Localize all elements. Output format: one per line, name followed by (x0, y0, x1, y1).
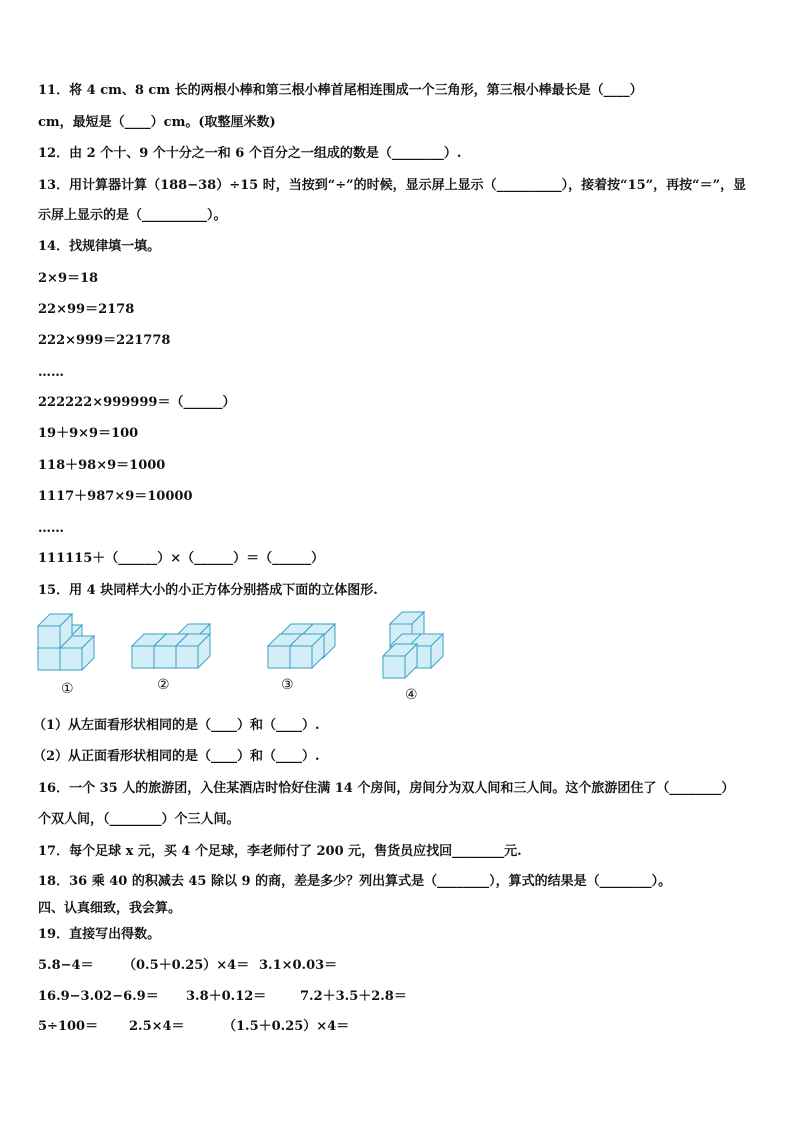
pattern-row-10: 111115＋（______）×（______）＝（______） (38, 551, 325, 566)
figure-label-3: ③ (281, 677, 294, 693)
figure-label-4: ④ (405, 687, 418, 703)
calc-1-1: 5.8−4＝ (38, 958, 94, 973)
pattern-row-1: 2×9＝18 (38, 271, 99, 286)
calc-3-2: 2.5×4＝ (129, 1019, 185, 1034)
question-19: 19．直接写出得数。 (38, 927, 161, 942)
question-12: 12．由 2 个十、9 个十分之一和 6 个百分之一组成的数是（________）. (38, 146, 462, 161)
calc-3-1: 5÷100＝ (38, 1019, 99, 1034)
question-16-line-1: 16．一个 35 人的旅游团，入住某酒店时恰好住满 14 个房间，房间分为双人间和三人间。这个旅游团住了（________） (38, 781, 735, 796)
figure2-cube-2-front (154, 646, 176, 668)
pattern-row-3: 222×999＝221778 (38, 333, 171, 348)
calc-1-2: （0.5＋0.25）×4＝ (123, 958, 250, 973)
question-17: 17．每个足球 x 元，买 4 个足球，李老师付了 200 元，售货员应找回________元. (38, 844, 522, 859)
question-11-line-2: cm，最短是（____）cm。(取整厘米数) (38, 115, 276, 130)
pattern-row-7: 118＋98×9＝1000 (38, 458, 166, 473)
figure4-cube-front-front (383, 656, 405, 678)
figure1-cube-1-front (38, 648, 60, 670)
calc-2-2: 3.8＋0.12＝ (186, 989, 267, 1004)
figure2-cube-3-front (176, 646, 198, 668)
pattern-row-2: 22×99＝2178 (38, 302, 135, 317)
figure-label-1: ① (61, 681, 74, 697)
figure2-cube-1-front (132, 646, 154, 668)
figure-label-2: ② (157, 677, 170, 693)
figure1-cube-3-front (38, 626, 60, 648)
question-15-part-2: （2）从正面看形状相同的是（____）和（____）. (33, 749, 320, 764)
pattern-ellipsis-1: …… (38, 365, 64, 380)
question-13-line-1: 13．用计算器计算（188−38）÷15 时，当按到“÷”的时候，显示屏上显示（__________），接着按“15”，再按“＝”，显 (38, 178, 747, 193)
figure3-cube-2-front (290, 646, 312, 668)
pattern-row-8: 1117＋987×9＝10000 (38, 489, 193, 504)
pattern-ellipsis-2: …… (38, 521, 64, 536)
calc-2-1: 16.9−3.02−6.9＝ (38, 989, 159, 1004)
pattern-row-5: 222222×999999＝（______） (38, 395, 236, 410)
calc-2-3: 7.2＋3.5＋2.8＝ (300, 989, 407, 1004)
calc-3-3: （1.5＋0.25）×4＝ (223, 1019, 350, 1034)
question-15-part-1: （1）从左面看形状相同的是（____）和（____）. (33, 718, 320, 733)
question-14: 14．找规律填一填。 (38, 239, 161, 254)
question-18: 18．36 乘 40 的积减去 45 除以 9 的商，差是多少？列出算式是（________），算式的结果是（________）。 (38, 874, 672, 889)
calc-1-3: 3.1×0.03＝ (259, 958, 338, 973)
section-4-heading: 四、认真细致，我会算。 (38, 901, 182, 916)
figure1-cube-2-front (60, 648, 82, 670)
question-13-line-2: 示屏上显示的是（__________）。 (38, 208, 227, 223)
question-16-line-2: 个双人间，（________）个三人间。 (38, 812, 240, 827)
question-11-line-1: 11．将 4 cm、8 cm 长的两根小棒和第三根小棒首尾相连围成一个三角形，第三根小棒最长是（____） (38, 83, 643, 98)
pattern-row-6: 19＋9×9＝100 (38, 426, 139, 441)
question-15: 15．用 4 块同样大小的小正方体分别搭成下面的立体图形. (38, 583, 378, 598)
figure3-cube-1-front (268, 646, 290, 668)
